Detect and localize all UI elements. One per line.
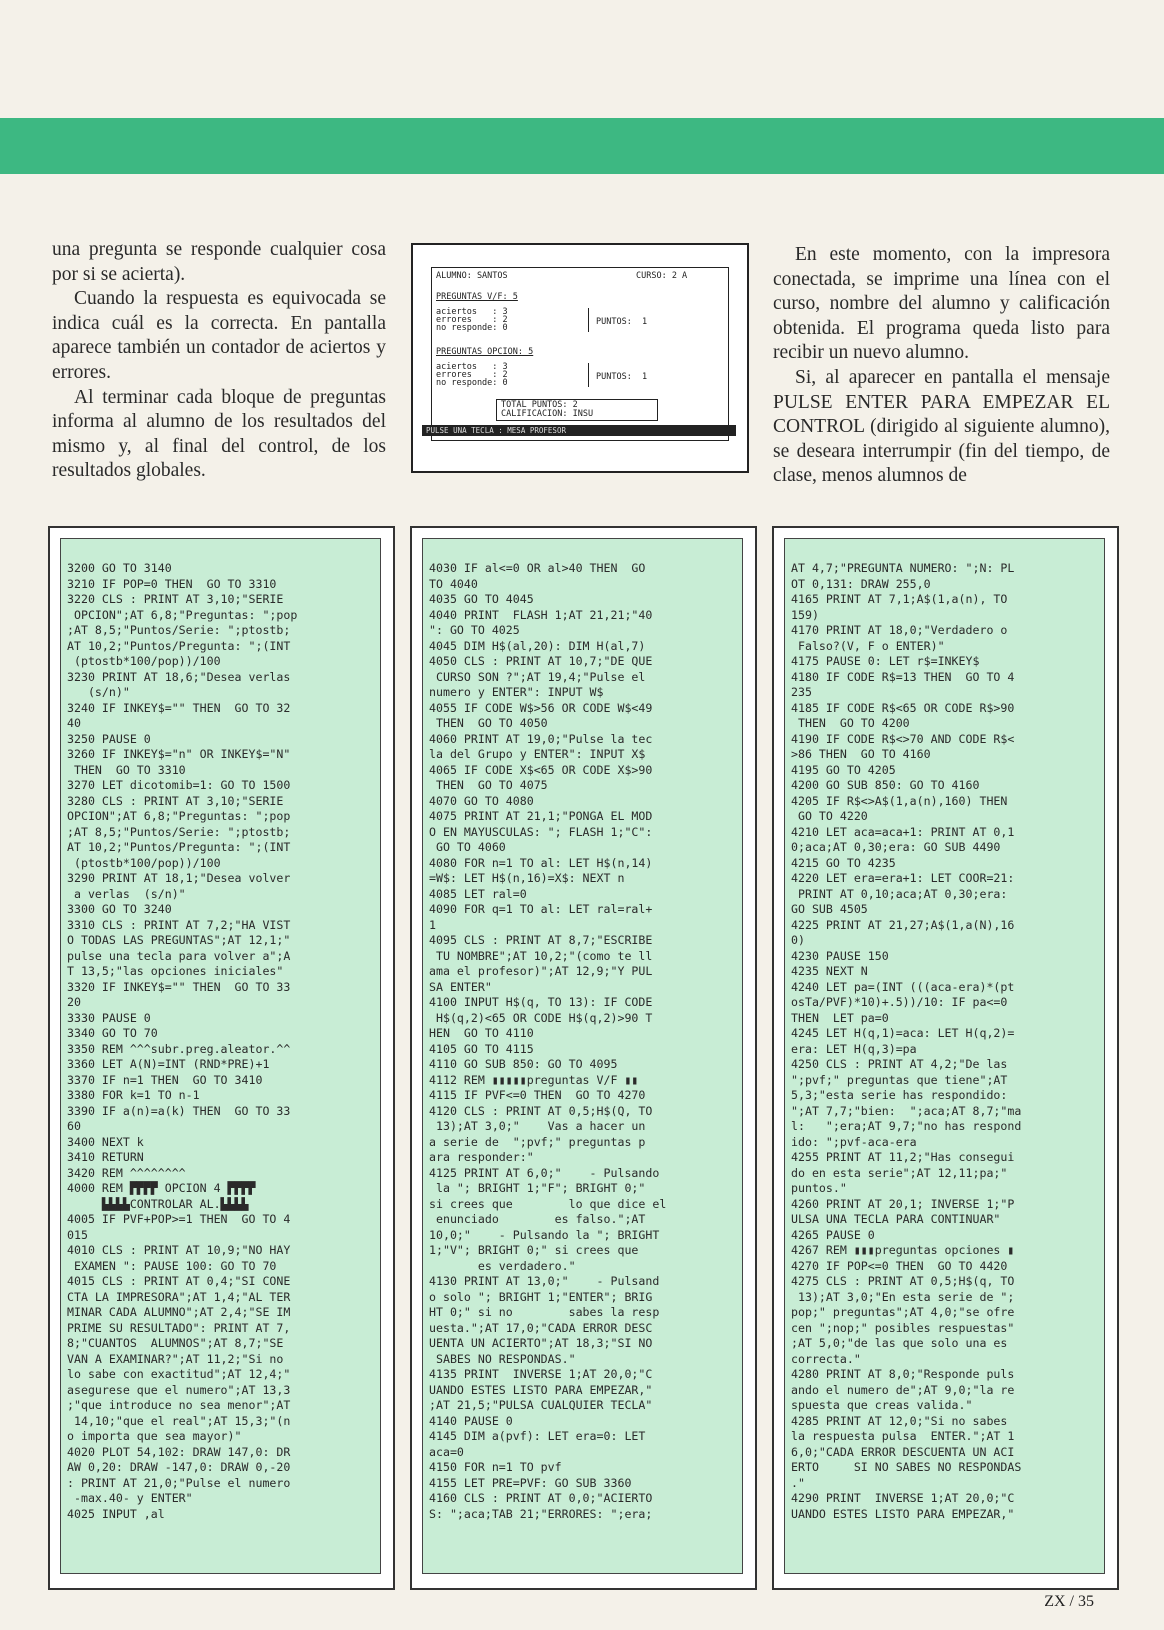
screen-grade: CALIFICACION: INSU bbox=[501, 409, 594, 419]
screen-op-line: errores : 2 bbox=[436, 370, 508, 380]
screen-bottom-bar: PULSE UNA TECLA : MESA PROFESOR bbox=[422, 425, 736, 436]
screen-vf-title: PREGUNTAS V/F: 5 bbox=[436, 292, 518, 302]
page-number: ZX / 35 bbox=[1044, 1593, 1094, 1610]
paragraph: Cuando la respuesta es equivocada se indica cuál es la correcta. En pantalla aparece también un contador de aciertos y errores. bbox=[52, 288, 386, 383]
screen-total: TOTAL PUNTOS: 2 bbox=[501, 400, 578, 410]
screen-op-line: aciertos : 3 bbox=[436, 362, 508, 372]
screen-vf-line: errores : 2 bbox=[436, 315, 508, 325]
right-text-column bbox=[773, 243, 1110, 489]
screen-student: ALUMNO: SANTOS bbox=[436, 271, 508, 281]
screen-op-line: no responde: 0 bbox=[436, 378, 508, 388]
code-listing: 3200 GO TO 3140 3210 IF POP=0 THEN GO TO 3310 3220 CLS : PRINT AT 3,10;"SERIE OPCION";AT 6,8;"Preguntas: ";pop ;AT 8,5;"Puntos/Serie: ";ptostb; AT 10,2;"Puntos/Pregunta: ";(INT (ptostb*100/pop))/100 3230 PRINT AT 18,6;"Desea verlas (s/n)" 3240 IF INKEY$="" THEN GO TO 32 40 3250 PAUSE 0 3260 IF INKEY$="n" OR INKEY$="N" THEN GO TO 3310 3270 LET dicotomib=1: GO TO 1500 3280 CLS : PRINT AT 3,10;"SERIE OPCION";AT 6,8;"Preguntas: ";pop ;AT 8,5;"Puntos/Serie: ";ptostb; AT 10,2;"Puntos/Pregunta: ";(INT (ptostb*100/pop))/100 3290 PRINT AT 18,1;"Desea volver a verlas (s/n)" 3300 GO TO 3240 3310 CLS : PRINT AT 7,2;"HA VIST O TODAS LAS PREGUNTAS";AT 12,1;" pulse una tecla para volver a";A T 13,5;"las opciones iniciales" 3320 IF INKEY$="" THEN GO TO 33 20 3330 PAUSE 0 3340 GO TO 70 3350 REM ^^^subr.preg.aleator.^^ 3360 LET A(N)=INT (RND*PRE)+1 3370 IF n=1 THEN GO TO 3410 3380 FOR k=1 TO n-1 3390 IF a(n)=a(k) THEN GO TO 33 60 3400 NEXT k 3410 RETURN 3420 REM ^^^^^^^^ 4000 REM ▛▛▛▛ OPCION 4 ▛▛▛▛ ▙▙▙▙CONTROLAR AL.▙▙▙▙ 4005 IF PVF+POP>=1 THEN GO TO 4 015 4010 CLS : PRINT AT 10,9;"NO HAY EXAMEN ": PAUSE 100: GO TO 70 4015 CLS : PRINT AT 0,4;"SI CONE CTA LA IMPRESORA";AT 1,4;"AL TER MINAR CADA ALUMNO";AT 2,4;"SE IM PRIME SU RESULTADO": PRINT AT 7, 8;"CUANTOS ALUMNOS";AT 8,7;"SE VAN A EXAMINAR?";AT 11,2;"Si no lo sabe con exactitud";AT 12,4;" asegurese que el numero";AT 13,3 ;"que introduce no sea menor";AT 14,10;"que el real";AT 15,3;"(n o importa que sea mayor)" 4020 PLOT 54,102: DRAW 147,0: DR AW 0,20: DRAW -147,0: DRAW 0,-20 : PRINT AT 21,0;"Pulse el numero -max.40- y ENTER" 4025 INPUT ,al bbox=[60, 538, 381, 1574]
paragraph: En este momento, con la impresora conectada, se imprime una línea con el curso, nombre del alumno y calificación obtenida. El programa queda listo para recibir un nuevo alumno. bbox=[773, 244, 1110, 364]
screen-capture bbox=[411, 243, 749, 473]
screen-vf-points: PUNTOS: 1 bbox=[596, 317, 648, 327]
code-listing-box bbox=[410, 526, 757, 1590]
screen-course: CURSO: 2 A bbox=[636, 271, 688, 281]
left-text-column bbox=[52, 238, 386, 484]
divider bbox=[588, 308, 589, 332]
code-listing-box bbox=[48, 526, 395, 1590]
green-header-band bbox=[0, 118, 1164, 174]
screen-total-box bbox=[496, 399, 658, 421]
screen-vf-line: no responde: 0 bbox=[436, 323, 508, 333]
paragraph: Si, al aparecer en pantalla el mensaje PULSE ENTER PARA EMPEZAR EL CONTROL (dirigido al siguiente alumno), se deseara interrumpir (fin del tiempo, de clase, menos alumnos de bbox=[773, 366, 1110, 487]
screen-op-title: PREGUNTAS OPCION: 5 bbox=[436, 347, 534, 357]
code-listing-box bbox=[772, 526, 1119, 1590]
screen-vf-line: aciertos : 3 bbox=[436, 307, 508, 317]
paragraph: una pregunta se responde cualquier cosa por si se acierta). bbox=[52, 239, 386, 285]
screen-display bbox=[426, 267, 729, 441]
code-listing: 4030 IF al<=0 OR al>40 THEN GO TO 4040 4035 GO TO 4045 4040 PRINT FLASH 1;AT 21,21;"40 ": GO TO 4025 4045 DIM H$(al,20): DIM H(al,7) 4050 CLS : PRINT AT 10,7;"DE QUE CURSO SON ?";AT 19,4;"Pulse el numero y ENTER": INPUT W$ 4055 IF CODE W$>56 OR CODE W$<49 THEN GO TO 4050 4060 PRINT AT 19,0;"Pulse la tec la del Grupo y ENTER": INPUT X$ 4065 IF CODE X$<65 OR CODE X$>90 THEN GO TO 4075 4070 GO TO 4080 4075 PRINT AT 21,1;"PONGA EL MOD O EN MAYUSCULAS: "; FLASH 1;"C": GO TO 4060 4080 FOR n=1 TO al: LET H$(n,14) =W$: LET H$(n,16)=X$: NEXT n 4085 LET ral=0 4090 FOR q=1 TO al: LET ral=ral+ 1 4095 CLS : PRINT AT 8,7;"ESCRIBE TU NOMBRE";AT 10,2;"(como te ll ama el profesor)";AT 12,9;"Y PUL SA ENTER" 4100 INPUT H$(q, TO 13): IF CODE H$(q,2)<65 OR CODE H$(q,2)>90 T HEN GO TO 4110 4105 GO TO 4115 4110 GO SUB 850: GO TO 4095 4112 REM ▮▮▮▮▮preguntas V/F ▮▮ 4115 IF PVF<=0 THEN GO TO 4270 4120 CLS : PRINT AT 0,5;H$(Q, TO 13);AT 3,0;" Vas a hacer un a serie de ";pvf;" preguntas p ara responder:" 4125 PRINT AT 6,0;" - Pulsando la "; BRIGHT 1;"F"; BRIGHT 0;" si crees que lo que dice el enunciado es falso.";AT 10,0;" - Pulsando la "; BRIGHT 1;"V"; BRIGHT 0;" si crees que es verdadero." 4130 PRINT AT 13,0;" - Pulsand o solo "; BRIGHT 1;"ENTER"; BRIG HT 0;" si no sabes la resp uesta.";AT 17,0;"CADA ERROR DESC UENTA UN ACIERTO";AT 18,3;"SI NO SABES NO RESPONDAS." 4135 PRINT INVERSE 1;AT 20,0;"C UANDO ESTES LISTO PARA EMPEZAR," ;AT 21,5;"PULSA CUALQUIER TECLA" 4140 PAUSE 0 4145 DIM a(pvf): LET era=0: LET aca=0 4150 FOR n=1 TO pvf 4155 LET PRE=PVF: GO SUB 3360 4160 CLS : PRINT AT 0,0;"ACIERTO S: ";aca;TAB 21;"ERRORES: ";era; bbox=[422, 538, 743, 1574]
screen-op-points: PUNTOS: 1 bbox=[596, 372, 648, 382]
code-listing: AT 4,7;"PREGUNTA NUMERO: ";N: PL OT 0,131: DRAW 255,0 4165 PRINT AT 7,1;A$(1,a(n), TO 159) 4170 PRINT AT 18,0;"Verdadero o Falso?(V, F o ENTER)" 4175 PAUSE 0: LET r$=INKEY$ 4180 IF CODE R$=13 THEN GO TO 4 235 4185 IF CODE R$<65 OR CODE R$>90 THEN GO TO 4200 4190 IF CODE R$<>70 AND CODE R$< >86 THEN GO TO 4160 4195 GO TO 4205 4200 GO SUB 850: GO TO 4160 4205 IF R$<>A$(1,a(n),160) THEN GO TO 4220 4210 LET aca=aca+1: PRINT AT 0,1 0;aca;AT 0,30;era: GO SUB 4490 4215 GO TO 4235 4220 LET era=era+1: LET COOR=21: PRINT AT 0,10;aca;AT 0,30;era: GO SUB 4505 4225 PRINT AT 21,27;A$(1,a(N),16 0) 4230 PAUSE 150 4235 NEXT N 4240 LET pa=(INT (((aca-era)*(pt osTa/PVF)*10)+.5))/10: IF pa<=0 THEN LET pa=0 4245 LET H(q,1)=aca: LET H(q,2)= era: LET H(q,3)=pa 4250 CLS : PRINT AT 4,2;"De las ";pvf;" preguntas que tiene";AT 5,3;"esta serie has respondido: ";AT 7,7;"bien: ";aca;AT 8,7;"ma l: ";era;AT 9,7;"no has respond ido: ";pvf-aca-era 4255 PRINT AT 11,2;"Has consegui do en esta serie";AT 12,11;pa;" puntos." 4260 PRINT AT 20,1; INVERSE 1;"P ULSA UNA TECLA PARA CONTINUAR" 4265 PAUSE 0 4267 REM ▮▮▮preguntas opciones ▮ 4270 IF POP<=0 THEN GO TO 4420 4275 CLS : PRINT AT 0,5;H$(q, TO 13);AT 3,0;"En esta serie de "; pop;" preguntas";AT 4,0;"se ofre cen ";nop;" posibles respuestas" ;AT 5,0;"de las que solo una es correcta." 4280 PRINT AT 8,0;"Responde puls ando el numero de";AT 9,0;"la re spuesta que creas valida." 4285 PRINT AT 12,0;"Si no sabes la respuesta pulsa ENTER.";AT 1 6,0;"CADA ERROR DESCUENTA UN ACI ERTO SI NO SABES NO RESPONDAS ." 4290 PRINT INVERSE 1;AT 20,0;"C UANDO ESTES LISTO PARA EMPEZAR," bbox=[784, 538, 1105, 1574]
paragraph: Al terminar cada bloque de preguntas informa al alumno de los resultados del mismo y, al final del control, de los resultados globales. bbox=[52, 386, 386, 482]
divider bbox=[588, 363, 589, 387]
